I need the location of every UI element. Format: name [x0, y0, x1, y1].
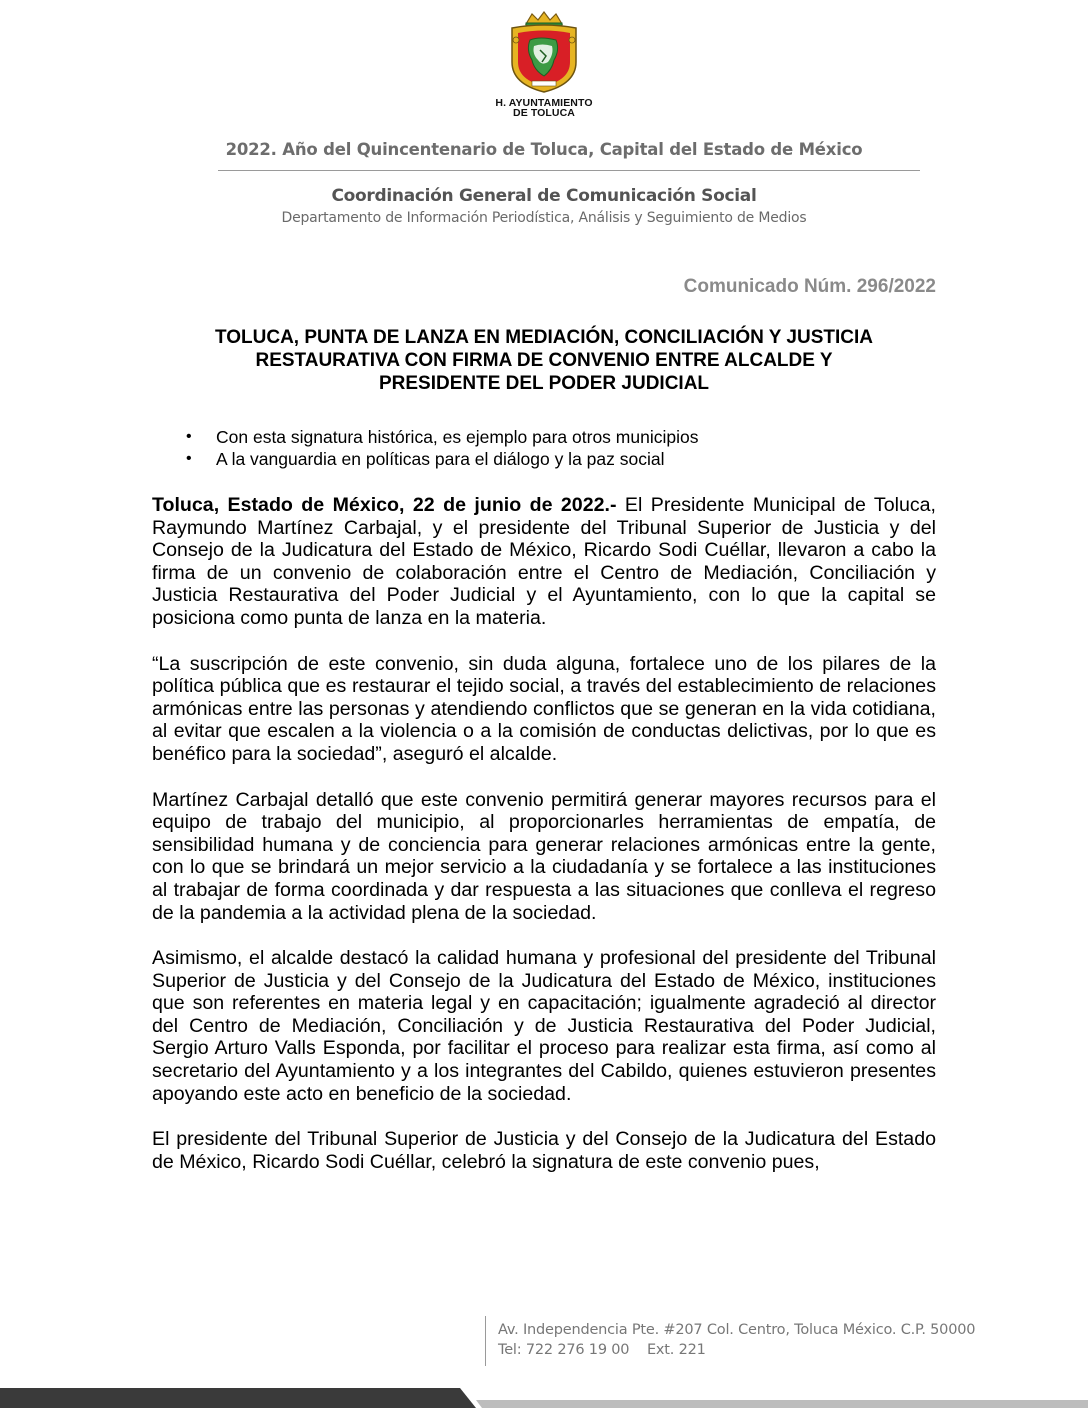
footer-divider — [485, 1316, 486, 1366]
footer-address: Av. Independencia Pte. #207 Col. Centro, Toluca México. C.P. 50000 — [498, 1322, 976, 1338]
headline-line2: RESTAURATIVA CON FIRMA DE CONVENIO ENTRE ALCALDE Y — [255, 350, 833, 371]
release-number: Comunicado Núm. 296/2022 — [683, 276, 936, 297]
ayuntamiento-logo — [484, 10, 604, 118]
paragraph-5: El presidente del Tribunal Superior de Justicia y del Consejo de la Judicatura del Estado de México, Ricardo Sodi Cuéllar, celebró la signatura de este convenio pues, — [152, 1128, 936, 1173]
summary-bullets — [186, 426, 698, 470]
year-motto: 2022. Año del Quincentenario de Toluca, Capital del Estado de México — [225, 140, 863, 159]
paragraph-3: Martínez Carbajal detalló que este convenio permitirá generar mayores recursos para el equipo de trabajo del municipio, al proporcionarles herramientas de empatía, de sensibilidad humana y de conciencia para generar relaciones armónicas entre la gente, con lo que se brindará un mejor servicio a la ciudadanía y se fortalece a las instituciones al trabajar de forma coordinada y dar respuesta a las situaciones que conlleva el regreso de la pandemia a la actividad plena de la sociedad. — [152, 788, 936, 924]
logo-caption-line2: DE TOLUCA — [513, 107, 575, 119]
toluca-coat-of-arms-icon — [496, 10, 592, 96]
summary-bullet: • A la vanguardia en políticas para el diálogo y la paz social — [186, 448, 698, 470]
footer-phone: Tel: 722 276 19 00 Ext. 221 — [498, 1342, 706, 1358]
headline-line1: TOLUCA, PUNTA DE LANZA EN MEDIACIÓN, CONCILIACIÓN Y JUSTICIA — [215, 327, 873, 348]
logo-caption-line1: H. AYUNTAMIENTO — [495, 97, 593, 109]
header-divider — [218, 170, 920, 171]
dateline: Toluca, Estado de México, 22 de junio de 2022.- — [152, 494, 617, 516]
paragraph-1 — [152, 494, 936, 630]
paragraph-1-text: El Presidente Municipal de Toluca, Raymundo Martínez Carbajal, y el presidente del Tribunal Superior de Justicia y del Consejo de la Judicatura del Estado de México, Ricardo Sodi Cuéllar, llevaron a cabo la firma de un convenio de colaboración entre el Centro de Mediación, Conciliación y Justicia Restaurativa del Poder Judicial y el Ayuntamiento, con lo que la capital se posiciona como punta de lanza en la materia. — [152, 494, 936, 629]
headline — [152, 326, 936, 395]
coordination-title: Coordinación General de Comunicación Social — [331, 186, 757, 206]
footer-contact — [498, 1320, 975, 1360]
paragraph-4: Asimismo, el alcalde destacó la calidad humana y profesional del presidente del Tribunal Superior de Justicia y del Consejo de la Judicatura del Estado de México, instituciones que son referentes en materia legal y en capacitación; igualmente agradeció al director del Centro de Mediación, Conciliación y de Justicia Restaurativa del Poder Judicial, Sergio Arturo Valls Esponda, por facilitar el proceso para realizar esta firma, así como al secretario del Ayuntamiento y a los integrantes del Cabildo, quienes estuvieron presentes apoyando este acto en beneficio de la sociedad. — [152, 947, 936, 1105]
headline-line3: PRESIDENTE DEL PODER JUDICIAL — [378, 373, 710, 394]
footer-bar — [0, 1388, 1088, 1408]
article-body — [152, 494, 936, 1196]
summary-bullet: • Con esta signatura histórica, es ejemplo para otros municipios — [186, 426, 698, 448]
paragraph-2: “La suscripción de este convenio, sin duda alguna, fortalece uno de los pilares de la política pública que es restaurar el tejido social, a través del establecimiento de relaciones armónicas entre las personas y atendiendo conflictos que se generan en la vida cotidiana, al evitar que escalen a la violencia o a la comisión de conductas delictivas, por lo que es benéfico para la sociedad”, aseguró el alcalde. — [152, 652, 936, 765]
department-subtitle: Departamento de Información Periodística, Análisis y Seguimiento de Medios — [281, 210, 807, 226]
